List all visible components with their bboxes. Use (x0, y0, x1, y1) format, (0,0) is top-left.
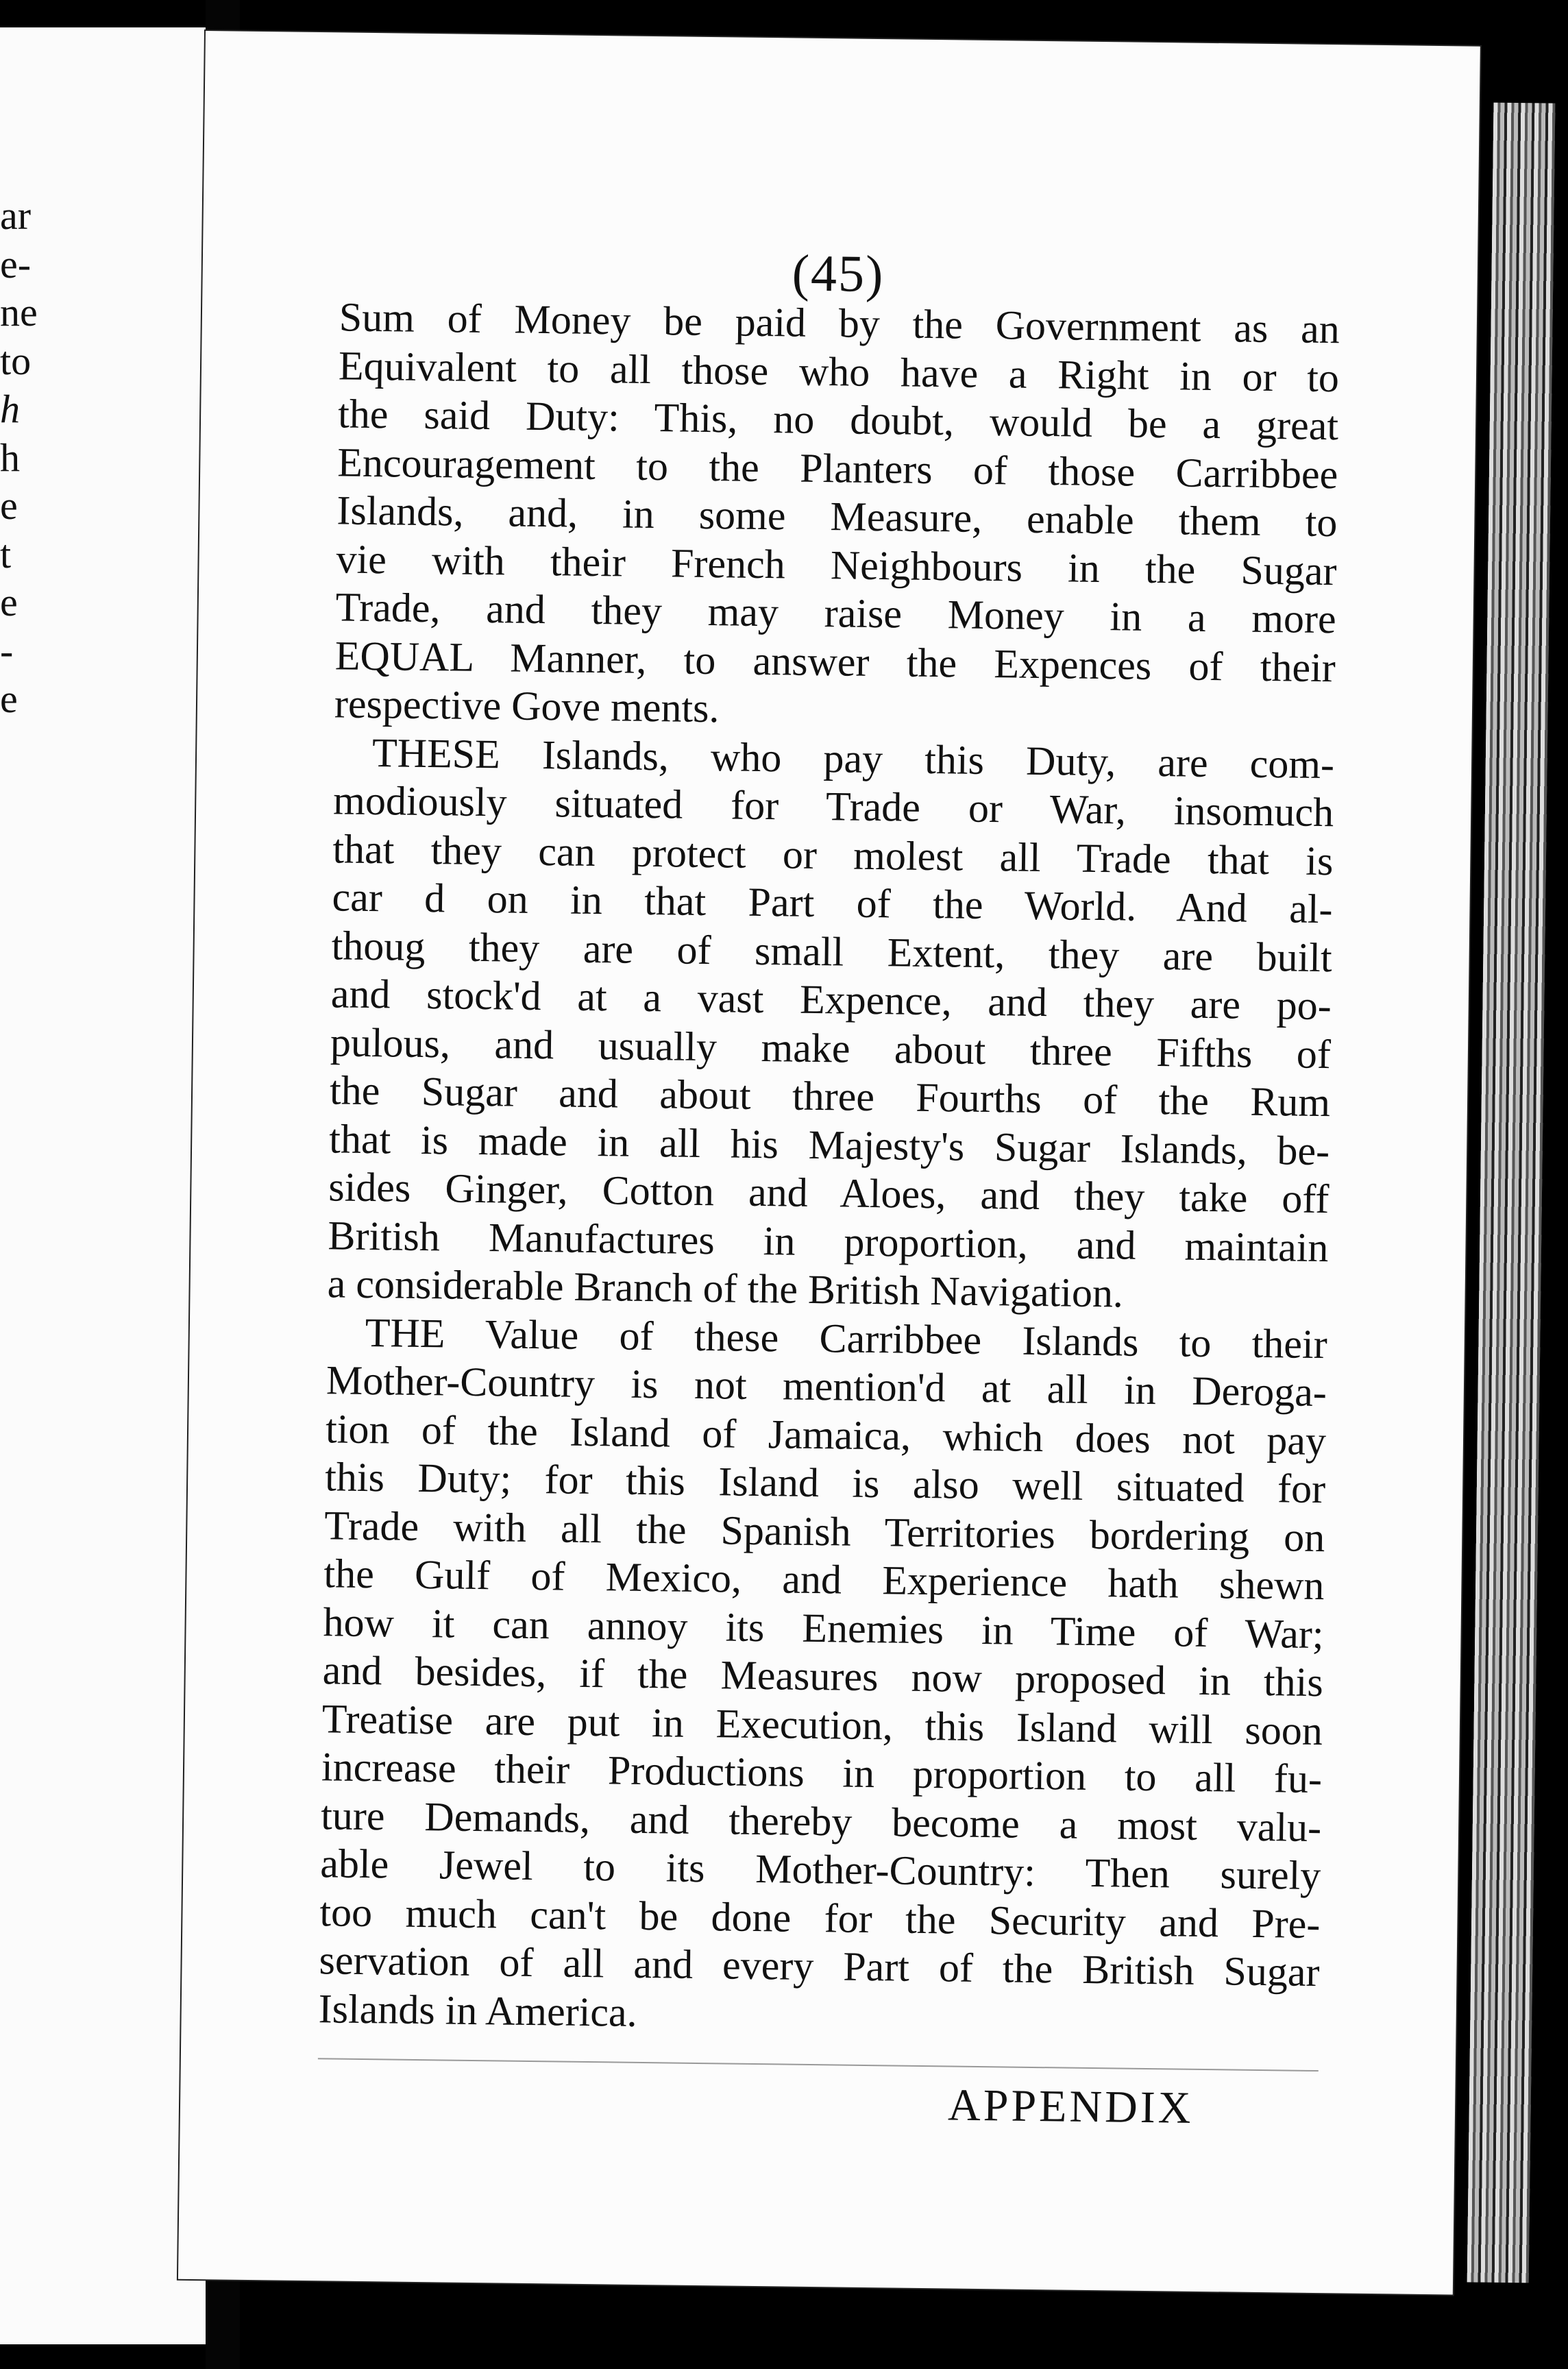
text-line: the said Duty: This, no doubt, would be a great (337, 391, 1339, 449)
text-line: and besides, if the Measures now proposed in this (322, 1647, 1324, 1705)
left-fragment: e (0, 580, 18, 624)
text-line: the Gulf of Mexico, and Experience hath shewn (323, 1551, 1325, 1609)
left-fragment: ne (0, 290, 38, 335)
left-page-fragment (0, 27, 208, 2344)
left-fragment: t (0, 531, 12, 576)
text-line: vie with their French Neighbours in the Sugar (336, 535, 1337, 594)
text-line: Equivalent to all those who have a Right in or to (338, 342, 1340, 400)
text-line: able Jewel to its Mother-Country: Then surely (319, 1840, 1321, 1899)
text-line: pulous, and usually make about three Fifths of (330, 1019, 1332, 1077)
text-line: tion of the Island of Jamaica, which does not pay (325, 1405, 1327, 1463)
text-line: too much can't be done for the Security and Pre- (319, 1888, 1321, 1947)
text-line: British Manufactures in proportion, and maintain (328, 1212, 1329, 1270)
left-fragment: h (0, 435, 20, 480)
text-line: THESE Islands, who pay this Duty, are com- (371, 729, 1335, 787)
text-line: this Duty; for this Island is also well situated for (324, 1454, 1326, 1512)
text-line: thoug they are of small Extent, they are built (331, 922, 1333, 980)
text-line: increase their Productions in proportion to all fu- (321, 1744, 1323, 1802)
text-line: how it can annoy its Enemies in Time of War; (323, 1599, 1324, 1657)
text-line: modiously situated for Trade or War, insomuch (332, 777, 1334, 836)
text-line: that they can protect or molest all Trade that is (332, 825, 1334, 884)
left-fragment: e- (0, 241, 32, 287)
text-line: THE Value of these Carribbee Islands to their (365, 1309, 1328, 1367)
left-fragment: h (0, 387, 20, 431)
text-line: Trade with all the Spanish Territories bordering on (323, 1502, 1325, 1560)
left-fragment: e (0, 483, 18, 528)
text-line: sides Ginger, Cotton and Aloes, and they take off (328, 1164, 1330, 1222)
body-text (318, 293, 1340, 2045)
left-margin-text (0, 192, 41, 724)
footer-rule (318, 2058, 1319, 2072)
text-line: Treatise are put in Execution, this Island will soon (321, 1695, 1323, 1753)
text-line: EQUAL Manner, to answer the Expences of their (334, 632, 1336, 690)
main-page (178, 31, 1480, 2294)
text-line: the Sugar and about three Fourths of the Rum (329, 1067, 1331, 1126)
text-line: servation of all and every Part of the British Sugar (319, 1937, 1320, 1995)
text-line: and stock'd at a vast Expence, and they are po- (330, 971, 1332, 1029)
text-line: Encouragement to the Planters of those Carribbee (336, 439, 1338, 497)
left-fragment: - (0, 628, 14, 673)
left-fragment: e (0, 677, 18, 721)
text-line: Islands, and, in some Measure, enable them to (336, 487, 1338, 546)
text-line: Sum of Money be paid by the Government as an (339, 294, 1340, 352)
text-line: Trade, and they may raise Money in a more (335, 584, 1337, 642)
text-line: Mother-Country is not mention'd at all in Deroga- (326, 1357, 1327, 1416)
text-line: a considerable Branch of the British Navigation. (327, 1261, 1124, 1316)
left-fragment: ar (0, 193, 32, 238)
page-edge-stack (1467, 103, 1556, 2283)
text-line: Islands in America. (318, 1985, 638, 2035)
text-line: respective Gove ments. (334, 681, 720, 731)
text-line: car d on in that Part of the World. And al- (332, 874, 1333, 932)
catchword: APPENDIX (947, 2080, 1194, 2133)
text-line: ture Demands, and thereby become a most valu- (320, 1792, 1322, 1850)
left-fragment: to (0, 338, 32, 383)
text-line: that is made in all his Majesty's Sugar Islands, be- (328, 1115, 1330, 1174)
page-number: (45) (792, 244, 885, 304)
